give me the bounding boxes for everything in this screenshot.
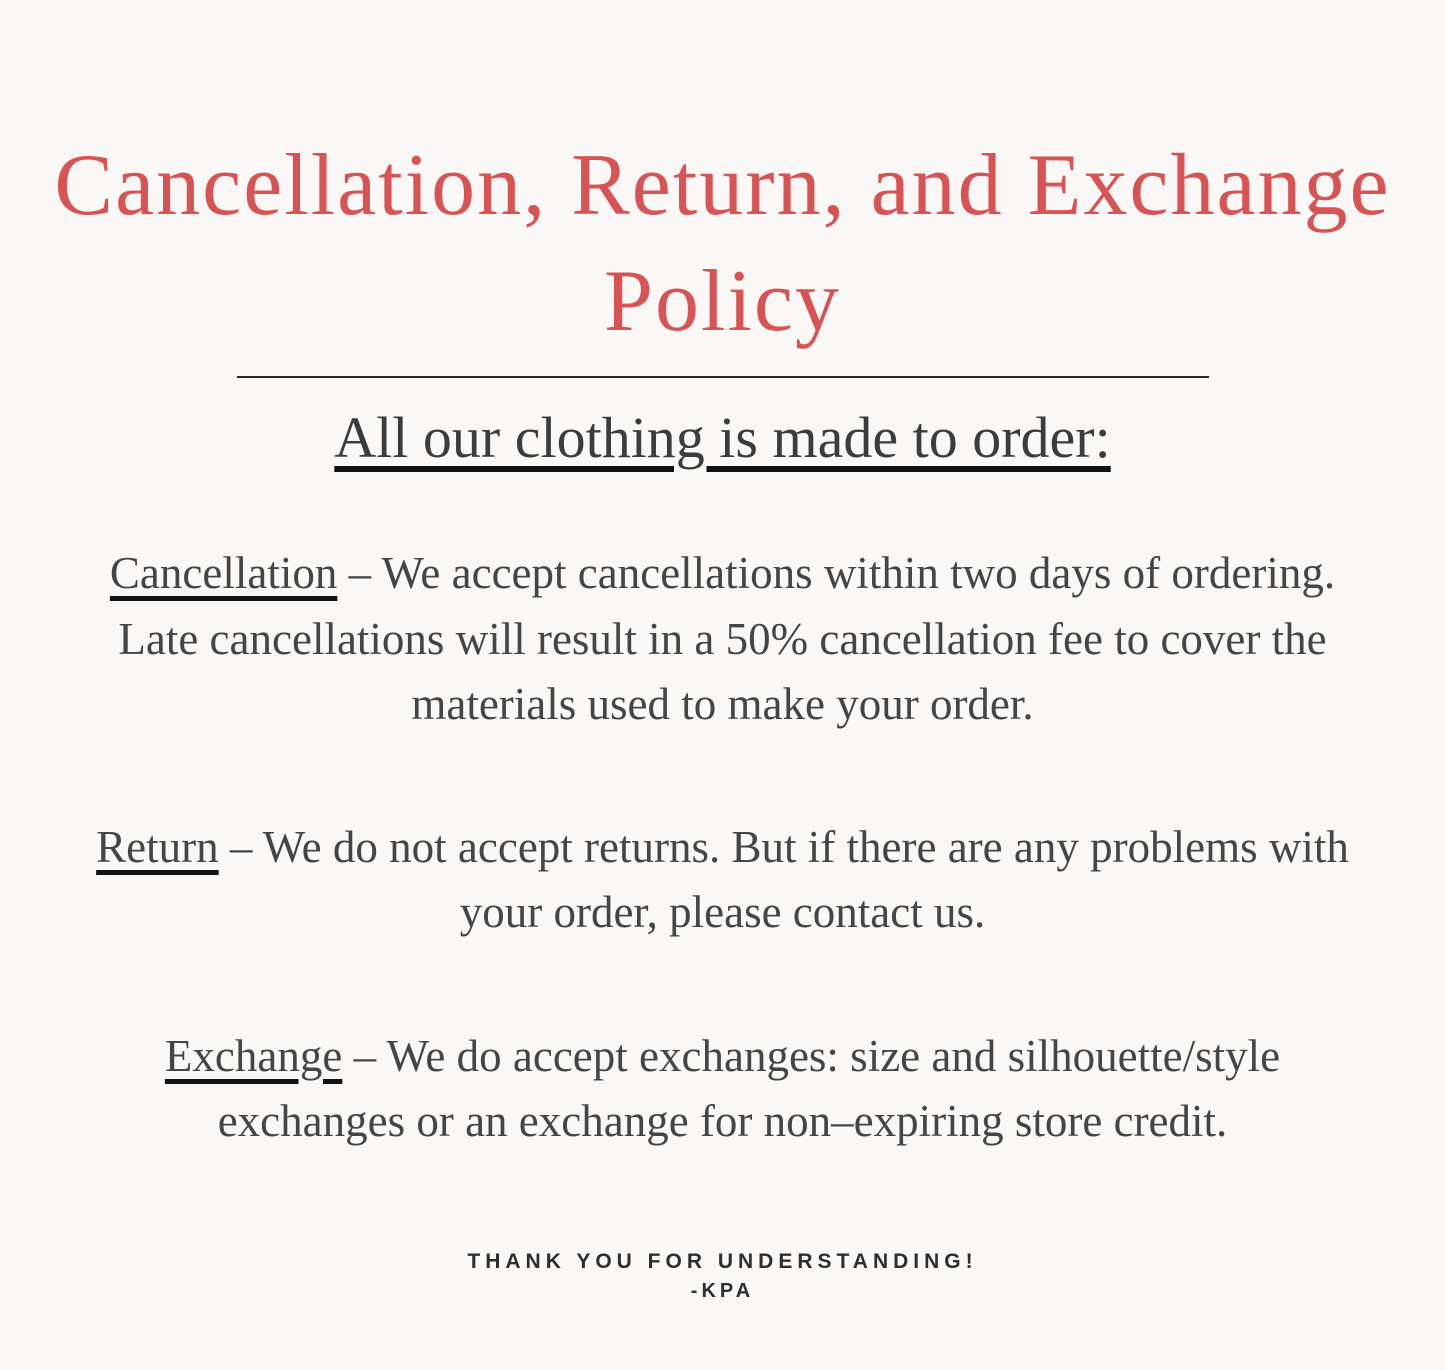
exchange-text: – We do accept exchanges: size and silhouette/style exchanges or an exchange for non–expiring store credit. (217, 1030, 1281, 1146)
return-text: – We do not accept returns. But if there are any problems with your order, please contact us. (229, 822, 1349, 938)
exchange-term: Exchange (164, 1030, 343, 1081)
page-title-line1: Cancellation, Return, and Exchange (54, 137, 1391, 234)
footer-thanks-text: THANK YOU FOR UNDERSTANDING! (467, 1250, 978, 1274)
return-term: Return (96, 822, 219, 873)
page-title (0, 0, 1445, 360)
exchange-policy-paragraph (68, 1024, 1378, 1155)
footer-signature: -KPA (690, 1280, 755, 1303)
cancellation-text: – We accept cancellations within two days of ordering. Late cancellations will result in a 50% cancellation fee to cover the materials used to make your order. (118, 548, 1336, 729)
page-title-line2: Policy (604, 253, 841, 351)
title-divider (237, 376, 1209, 378)
made-to-order-heading: All our clothing is made to order: (334, 405, 1111, 471)
cancellation-policy-paragraph (68, 541, 1378, 737)
return-policy-paragraph (68, 815, 1378, 946)
footer (0, 1250, 1445, 1303)
cancellation-term: Cancellation (109, 548, 338, 599)
